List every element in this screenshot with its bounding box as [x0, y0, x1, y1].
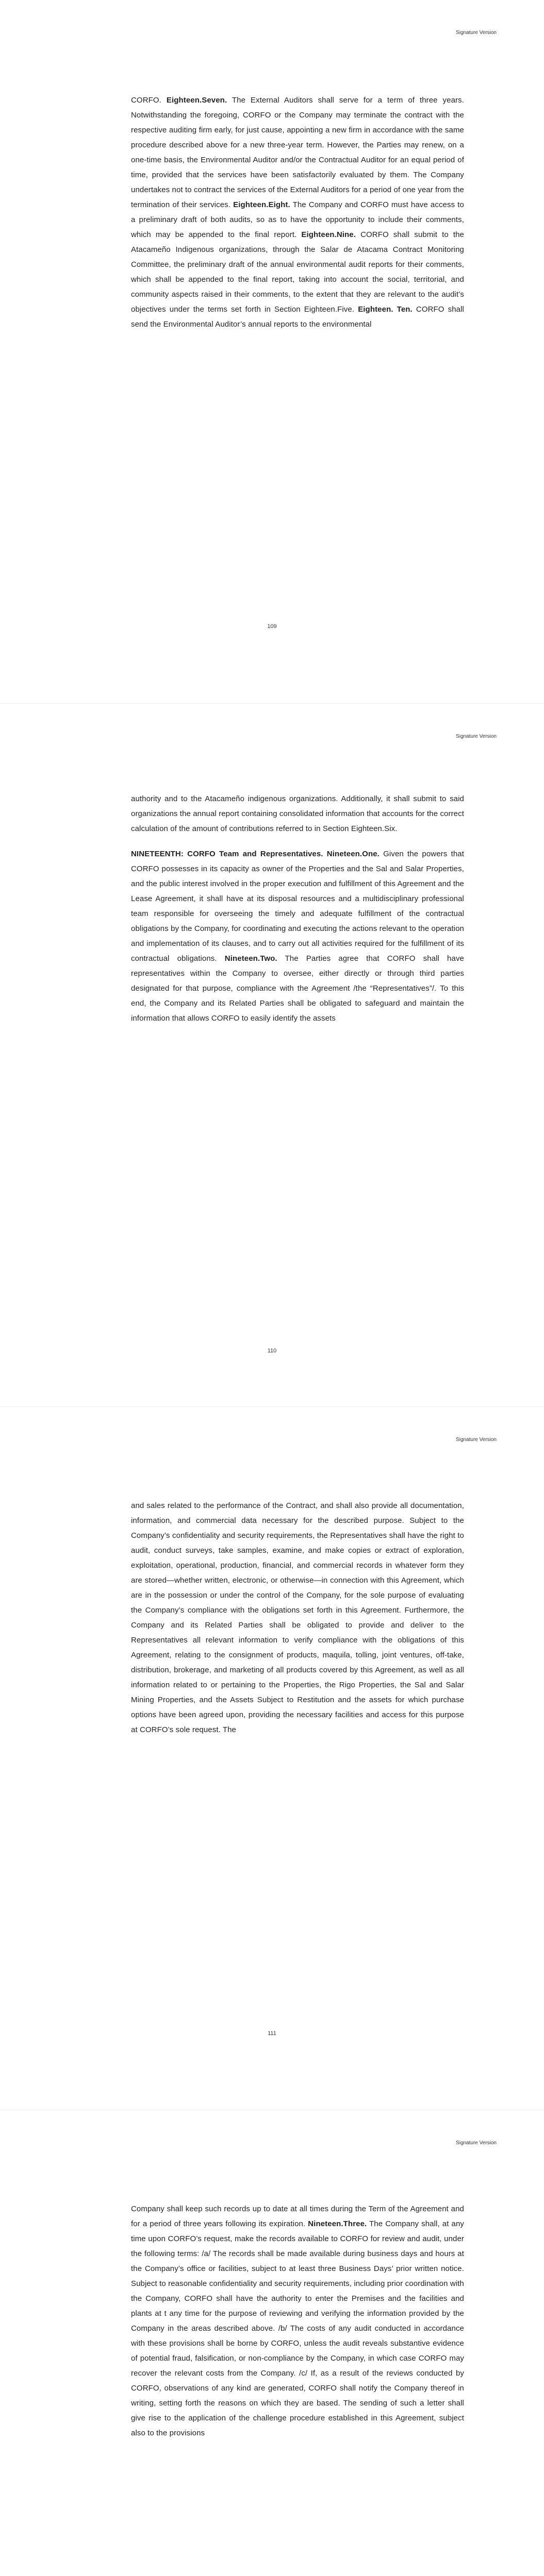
text-run: CORFO.	[131, 96, 167, 105]
section-heading: Eighteen.Eight.	[233, 200, 290, 209]
page-109	[0, 0, 544, 703]
section-heading: Eighteen.Seven.	[166, 96, 227, 105]
page-body	[131, 791, 464, 1036]
section-heading: Nineteen.Three.	[308, 2219, 367, 2228]
page-number: 110	[267, 1348, 277, 1354]
text-run: The External Auditors shall serve for a term of three years. Notwithstanding the foregoing, CORFO or the Company may terminate the contract with the respective auditing firm early, for just cause, appointing a new firm in accordance with the same procedure described above for a new three-year term. However, the Parties may renew, on a one-time basis, the Environmental Auditor and/or the Contractual Auditor for an equal period of time, provided that the services have been satisfactorily evaluated by them. The Company undertakes not to contract the services of the External Auditors for a period of one year from the termination of their services.	[131, 96, 464, 209]
section-heading: Eighteen. Ten.	[358, 305, 413, 314]
paragraph	[131, 846, 464, 1026]
page-body	[131, 93, 464, 342]
page-header: Signature Version	[456, 734, 497, 739]
page-number: 111	[268, 2030, 276, 2037]
page-number: 109	[267, 623, 277, 630]
page-112	[0, 2110, 544, 2576]
paragraph	[131, 93, 464, 332]
page-body	[131, 1498, 464, 1748]
text-run: CORFO shall send the Environmental Auditor’s annual reports to the environmental	[131, 305, 464, 329]
page-110	[0, 703, 544, 1406]
text-run: authority and to the Atacameño indigenous organizations. Additionally, it shall submit to said organizations the annual report containing consolidated information that accounts for the correct calculation of the amount of contributions referred to in Section Eighteen.Six.	[131, 794, 464, 833]
paragraph	[131, 2201, 464, 2441]
text-run: The Company shall, at any time upon CORFO’s request, make the records available to CORFO for review and audit, under the following terms: /a/ The records shall be made available during business days and hours at the Company’s office or facilities, subject to at least three Business Days’ prior written notice. Subject to reasonable confidentiality and security requirements, including prior coordination with the Company, CORFO shall have the authority to enter the Premises and the facilities and plants at t any time for the purpose of reviewing and verifying the information provided by the Company in the areas described above. /b/ The costs of any audit conducted in accordance with these provisions shall be borne by CORFO, unless the audit reveals substantive evidence of potential fraud, falsification, or non-compliance by the Company, in which case CORFO may recover the relevant costs from the Company. /c/ If, as a result of the reviews conducted by CORFO, observations of any kind are generated, CORFO shall notify the Company thereof in writing, setting forth the reasons on which they are based. The sending of such a letter shall give rise to the application of the challenge procedure established in this Agreement, subject also to the provisions	[131, 2219, 465, 2437]
text-run: CORFO shall submit to the Atacameño Indigenous organizations, through the Salar de Atacama Contract Monitoring Committee, the preliminary draft of the annual environmental audit reports for their comments, which shall be appended to the final report, taking into account the social, territorial, and community aspects raised in their comments, to the extent that they are relevant to the audit’s objectives under the terms set forth in Section Eighteen.Five.	[131, 230, 464, 314]
page-111	[0, 1406, 544, 2110]
section-heading: Nineteen.Two.	[224, 954, 277, 963]
section-heading: NINETEENTH: CORFO Team and Representatives. Nineteen.One.	[131, 850, 380, 858]
paragraph	[131, 791, 464, 836]
page-body	[131, 2201, 464, 2451]
text-run: Company shall keep such records up to date at all times during the Term of the Agreement and for a period of three years following its expiration.	[131, 2205, 464, 2228]
text-run: Given the powers that CORFO possesses in its capacity as owner of the Properties and the Sal and Salar Properties, and the public interest involved in the proper execution and fulfillment of this Agreement and the Lease Agreement, it shall have at its disposal resources and a multidisciplinary professional team responsible for overseeing the timely and adequate fulfillment of the contractual obligations by the Company, for coordinating and executing the actions relevant to the operation and implementation of its clauses, and to carry out all activities required for the fulfillment of its contractual obligations.	[131, 850, 465, 963]
page-header: Signature Version	[456, 1437, 497, 1443]
page-header: Signature Version	[456, 2140, 497, 2146]
text-run: The Parties agree that CORFO shall have representatives within the Company to oversee, either directly or through third parties designated for that purpose, compliance with the Agreement /the “Representatives”/. To this end, the Company and its Related Parties shall be obligated to safeguard and maintain the information that allows CORFO to easily identify the assets	[131, 954, 464, 1023]
page-header: Signature Version	[456, 30, 497, 36]
text-run: and sales related to the performance of the Contract, and shall also provide all documentation, information, and commercial data necessary for the described purpose. Subject to the Company’s confidentiality and security requirements, the Representatives shall have the right to audit, conduct surveys, take samples, examine, and make copies or extract of exploration, exploitation, operational, production, financial, and commercial records in whatever form they are stored—whether written, electronic, or otherwise—in connection with this Agreement, which are in the possession or under the control of the Company, for the sole purpose of evaluating the Company’s compliance with the obligations set forth in this Agreement. Furthermore, the Company and its Related Parties shall be obligated to provide and deliver to the Representatives all relevant information to verify compliance with the obligations of this Agreement, relating to the consignment of products, maquila, tolling, joint ventures, off-take, distribution, brokerage, and marketing of all products covered by this Agreement, as well as all information related to or pertaining to the Properties, the Rigo Properties, the Sal and Salar Mining Properties, and the Assets Subject to Restitution and the assets for which purchase options have been agreed upon, providing the necessary facilities and access for this purpose at CORFO’s sole request. The	[131, 1501, 464, 1734]
text-run: The Company and CORFO must have access to a preliminary draft of both audits, so as to have the opportunity to include their comments, which may be appended to the final report.	[131, 200, 464, 239]
section-heading: Eighteen.Nine.	[301, 230, 356, 239]
paragraph	[131, 1498, 464, 1737]
